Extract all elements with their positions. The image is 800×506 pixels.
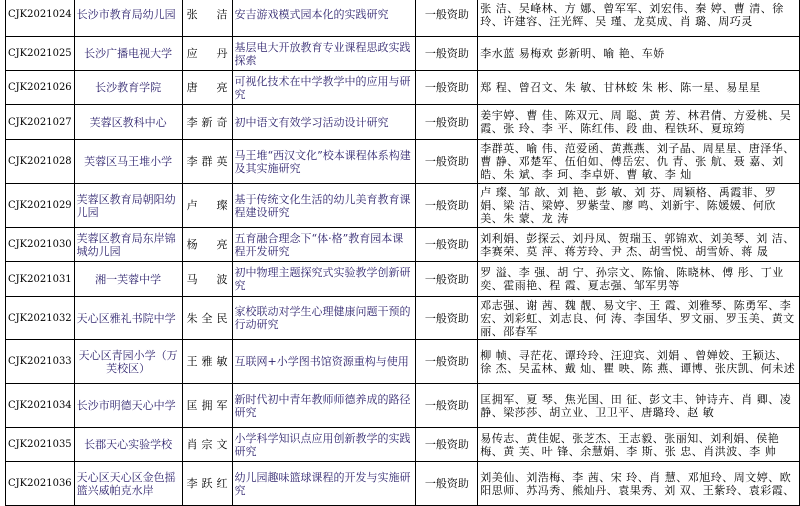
project-members: 李群英、喻 伟、范爱函、黄燕燕、刘子晶、周星星、唐泽华、曹 静、邓楚军、伍伯如、傅岳宏、仇 青、张 航、聂 嘉、刘 皓、朱 斌、李 珂、李卓妍、曹 敏、李 灿 [478, 140, 800, 184]
project-leader: 杨 亮 [182, 228, 232, 262]
funding-type: 一般资助 [416, 462, 478, 506]
project-leader: 朱全民 [182, 297, 232, 340]
project-title: 可视化技术在中学教学中的应用与研究 [232, 71, 416, 105]
project-title: 互联网+小学图书馆资源重构与使用 [232, 340, 416, 384]
project-code: CJK2021028 [6, 140, 75, 184]
unit-name: 天心区雅礼书院中学 [74, 297, 182, 340]
project-members: 匡拥军、夏 琴、焦光国、田 征、彭文丰、钟诗卉、肖 卿、凌 静、梁莎莎、胡立业、卫卫平、唐璐玲、赵 敏 [478, 384, 800, 428]
unit-name: 芙蓉区教育局东岸锦城幼儿园 [74, 228, 182, 262]
project-leader: 李群英 [182, 140, 232, 184]
funding-type: 一般资助 [416, 184, 478, 228]
funding-type: 一般资助 [416, 428, 478, 462]
unit-name: 天心区天心区金色摇篮兴威帕克水岸 [74, 462, 182, 506]
project-title: 马王堆“西汉文化”校本课程体系构建及其实施研究 [232, 140, 416, 184]
project-code: CJK2021032 [6, 297, 75, 340]
funding-type: 一般资助 [416, 384, 478, 428]
unit-name: 湘一芙蓉中学 [74, 262, 182, 297]
project-code: CJK2021031 [6, 262, 75, 297]
project-members: 郑 程、曾召文、朱 敏、甘林蛟 朱 彬、陈一星、易星星 [478, 71, 800, 105]
project-leader: 张 洁 [182, 0, 232, 37]
table-row [6, 228, 800, 262]
project-members: 易传志、黄佳妮、张芝杰、王志毅、张丽知、刘利娟、侯艳梅、黄 芙、叶 锋、余慧娟、李 斯、张 忠、肖洪波、李 帅 [478, 428, 800, 462]
table-row [6, 297, 800, 340]
project-title: 小学科学知识点应用创新教学的实践研究 [232, 428, 416, 462]
project-title: 基于传统文化生活的幼儿美育教育课程建设研究 [232, 184, 416, 228]
unit-name: 芙蓉区教科中心 [74, 105, 182, 140]
project-title: 初中语文有效学习活动设计研究 [232, 105, 416, 140]
project-members: 刘利娟、彭探云、刘丹凤、贺瑞玉、郭锦欢、刘美琴、刘 洁、李赛荣、莫 萍、蒋芳玲、尹 杰、胡雪悦、胡雪娇、蒋 晟 [478, 228, 800, 262]
project-code: CJK2021027 [6, 105, 75, 140]
project-title: 五育融合理念下“体·格”教育园本课程开发研究 [232, 228, 416, 262]
unit-name: 芙蓉区马王堆小学 [74, 140, 182, 184]
table-row [6, 140, 800, 184]
project-members: 刘美仙、刘浩梅、李 茜、宋 玲、肖 慧、邓旭玲、周文婷、欧阳思师、苏冯秀、熊灿丹、袁果秀、刘 双、王紫玲、袁彩霞、 [478, 462, 800, 506]
funding-type: 一般资助 [416, 37, 478, 71]
project-code: CJK2021026 [6, 71, 75, 105]
project-title: 初中物理主题探究式实验教学创新研究 [232, 262, 416, 297]
table-row [6, 71, 800, 105]
table-row [6, 0, 800, 37]
project-code: CJK2021024 [6, 0, 75, 37]
funding-type: 一般资助 [416, 262, 478, 297]
project-leader: 马 波 [182, 262, 232, 297]
project-members: 卢 璨、邹 歆、刘 艳、彭 敏、刘 芬、周颖格、禹霞菲、罗 娟、梁 洁、梁婷、罗紫莹、廖 鸣、刘新宇、陈媛媛、何欣美、朱 蒙、龙 涛 [478, 184, 800, 228]
funding-type: 一般资助 [416, 340, 478, 384]
project-leader: 李跃红 [182, 462, 232, 506]
funding-type: 一般资助 [416, 105, 478, 140]
unit-name: 长沙市教育局幼儿园 [74, 0, 182, 37]
table-row [6, 37, 800, 71]
table-row [6, 340, 800, 384]
funding-type: 一般资助 [416, 228, 478, 262]
project-leader: 肖宗文 [182, 428, 232, 462]
table-row [6, 384, 800, 428]
project-members: 姜宇婷、曹 佳、陈双元、周 聪、黄 芳、林君倩、方爱桃、吴霞、张 玲、李 平、陈红伟、段 曲、程铁环、夏琼筠 [478, 105, 800, 140]
project-leader: 卢 璨 [182, 184, 232, 228]
funding-type: 一般资助 [416, 71, 478, 105]
project-members: 柳 帧、寻茫花、谭玲玲、汪迎宾、刘娟 、曾婵姣、王颖达、徐 杰、吴孟林、戴 灿、瞿 映、陈 燕、谭博、张庆凯、何未述 [478, 340, 800, 384]
project-code: CJK2021036 [6, 462, 75, 506]
table-row [6, 184, 800, 228]
project-members: 罗 溢、李 强、胡 宁、孙宗文、陈愉、陈晓林、傅 彤、丁业奕、霍雨艳、程 霞、夏志强、邹军男等 [478, 262, 800, 297]
project-members: 李水蓝 易梅欢 彭新明、喻 艳、车娇 [478, 37, 800, 71]
project-table [5, 0, 800, 506]
project-code: CJK2021035 [6, 428, 75, 462]
funding-type: 一般资助 [416, 297, 478, 340]
unit-name: 长沙市明德天心中学 [74, 384, 182, 428]
unit-name: 芙蓉区教育局朝阳幼儿园 [74, 184, 182, 228]
project-code: CJK2021033 [6, 340, 75, 384]
project-code: CJK2021029 [6, 184, 75, 228]
project-code: CJK2021034 [6, 384, 75, 428]
project-leader: 应 丹 [182, 37, 232, 71]
project-title: 家校联动对学生心理健康问题干预的行动研究 [232, 297, 416, 340]
table-row [6, 262, 800, 297]
table-row [6, 428, 800, 462]
project-leader: 匡拥军 [182, 384, 232, 428]
funding-type: 一般资助 [416, 0, 478, 37]
unit-name: 长沙教育学院 [74, 71, 182, 105]
project-code: CJK2021025 [6, 37, 75, 71]
unit-name: 长郡天心实验学校 [74, 428, 182, 462]
project-members: 张 洁、吴峰林、方 娜、曾军军、刘宏伟、秦 婷、曹 清、徐玲、许建容、汪光辉、吴 瑾、龙莫成、肖 璐、周巧灵 [478, 0, 800, 37]
table-row [6, 462, 800, 506]
project-members: 邓志强、谢 茜、魏 靓、易文宇、王 霞、刘雅琴、陈勇军、李宏、刘彩虹、刘志良、何 涛、李国华、罗文丽、罗玉美、黄文丽、邵春军 [478, 297, 800, 340]
project-leader: 王雅敏 [182, 340, 232, 384]
project-leader: 唐 亮 [182, 71, 232, 105]
project-title: 新时代初中青年教师师德养成的路径研究 [232, 384, 416, 428]
project-code: CJK2021030 [6, 228, 75, 262]
project-title: 安吉游戏模式园本化的实践研究 [232, 0, 416, 37]
table-row [6, 105, 800, 140]
project-title: 幼儿园趣味篮球课程的开发与实施研究 [232, 462, 416, 506]
unit-name: 天心区青园小学（万芙校区） [74, 340, 182, 384]
project-leader: 李新奇 [182, 105, 232, 140]
project-title: 基层电大开放教育专业课程思政实践探索 [232, 37, 416, 71]
unit-name: 长沙广播电视大学 [74, 37, 182, 71]
funding-type: 一般资助 [416, 140, 478, 184]
